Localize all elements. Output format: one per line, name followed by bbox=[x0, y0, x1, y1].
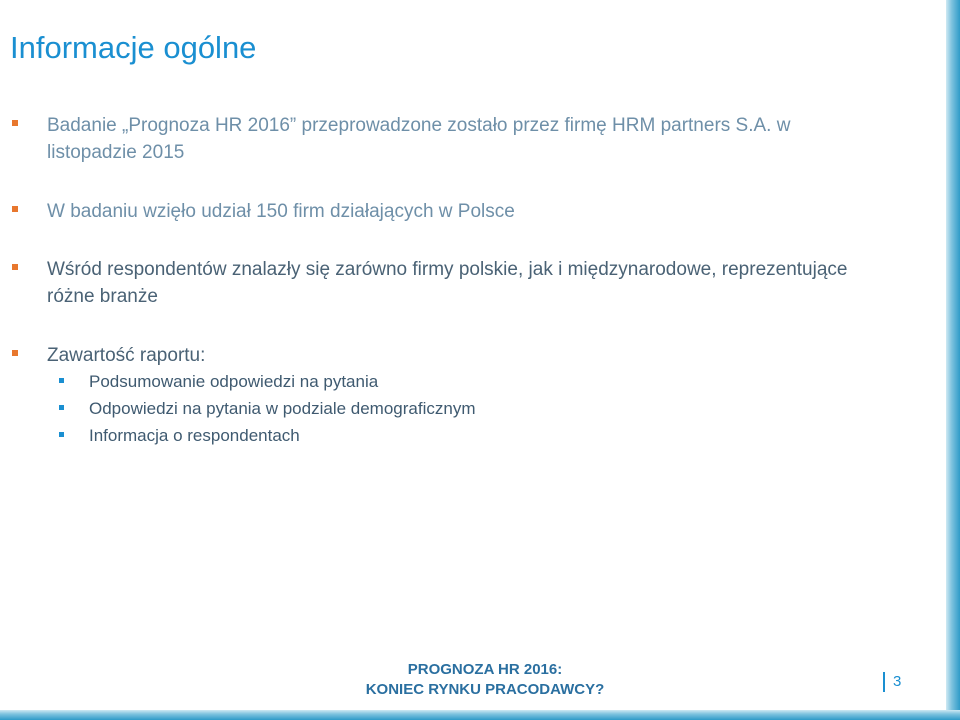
bullet-text: Zawartość raportu: bbox=[47, 345, 206, 366]
square-sub-bullet-icon bbox=[59, 378, 64, 383]
bullet-text: Wśród respondentów znalazły się zarówno firmy polskie, jak i międzynarodowe, reprezentujące różne branże bbox=[47, 259, 848, 307]
bullet-text: W badaniu wzięło udział 150 firm działających w Polsce bbox=[47, 201, 515, 222]
square-bullet-icon bbox=[12, 206, 18, 212]
page-number: 3 bbox=[893, 673, 902, 690]
footer-title-line-1: PROGNOZA HR 2016: bbox=[407, 661, 563, 678]
sub-bullet-text: Podsumowanie odpowiedzi na pytania bbox=[89, 372, 379, 391]
square-bullet-icon bbox=[12, 350, 18, 356]
sub-bullet-text: Odpowiedzi na pytania w podziale demograficznym bbox=[89, 399, 476, 418]
slide-right-border bbox=[946, 0, 960, 720]
sub-bullet-text: Informacja o respondentach bbox=[89, 426, 300, 445]
bullet-text: Badanie „Prognoza HR 2016” przeprowadzone zostało przez firmę HRM partners S.A. w listopadzie 2015 bbox=[47, 115, 791, 163]
footer-title bbox=[300, 660, 670, 700]
footer-title-line-2: KONIEC RYNKU PRACODAWCY? bbox=[365, 681, 605, 698]
square-sub-bullet-icon bbox=[59, 405, 64, 410]
square-sub-bullet-icon bbox=[59, 432, 64, 437]
page-number-divider bbox=[883, 672, 885, 692]
slide-bottom-border bbox=[0, 710, 960, 720]
square-bullet-icon bbox=[12, 264, 18, 270]
slide-title: Informacje ogólne bbox=[10, 30, 257, 65]
square-bullet-icon bbox=[12, 120, 18, 126]
